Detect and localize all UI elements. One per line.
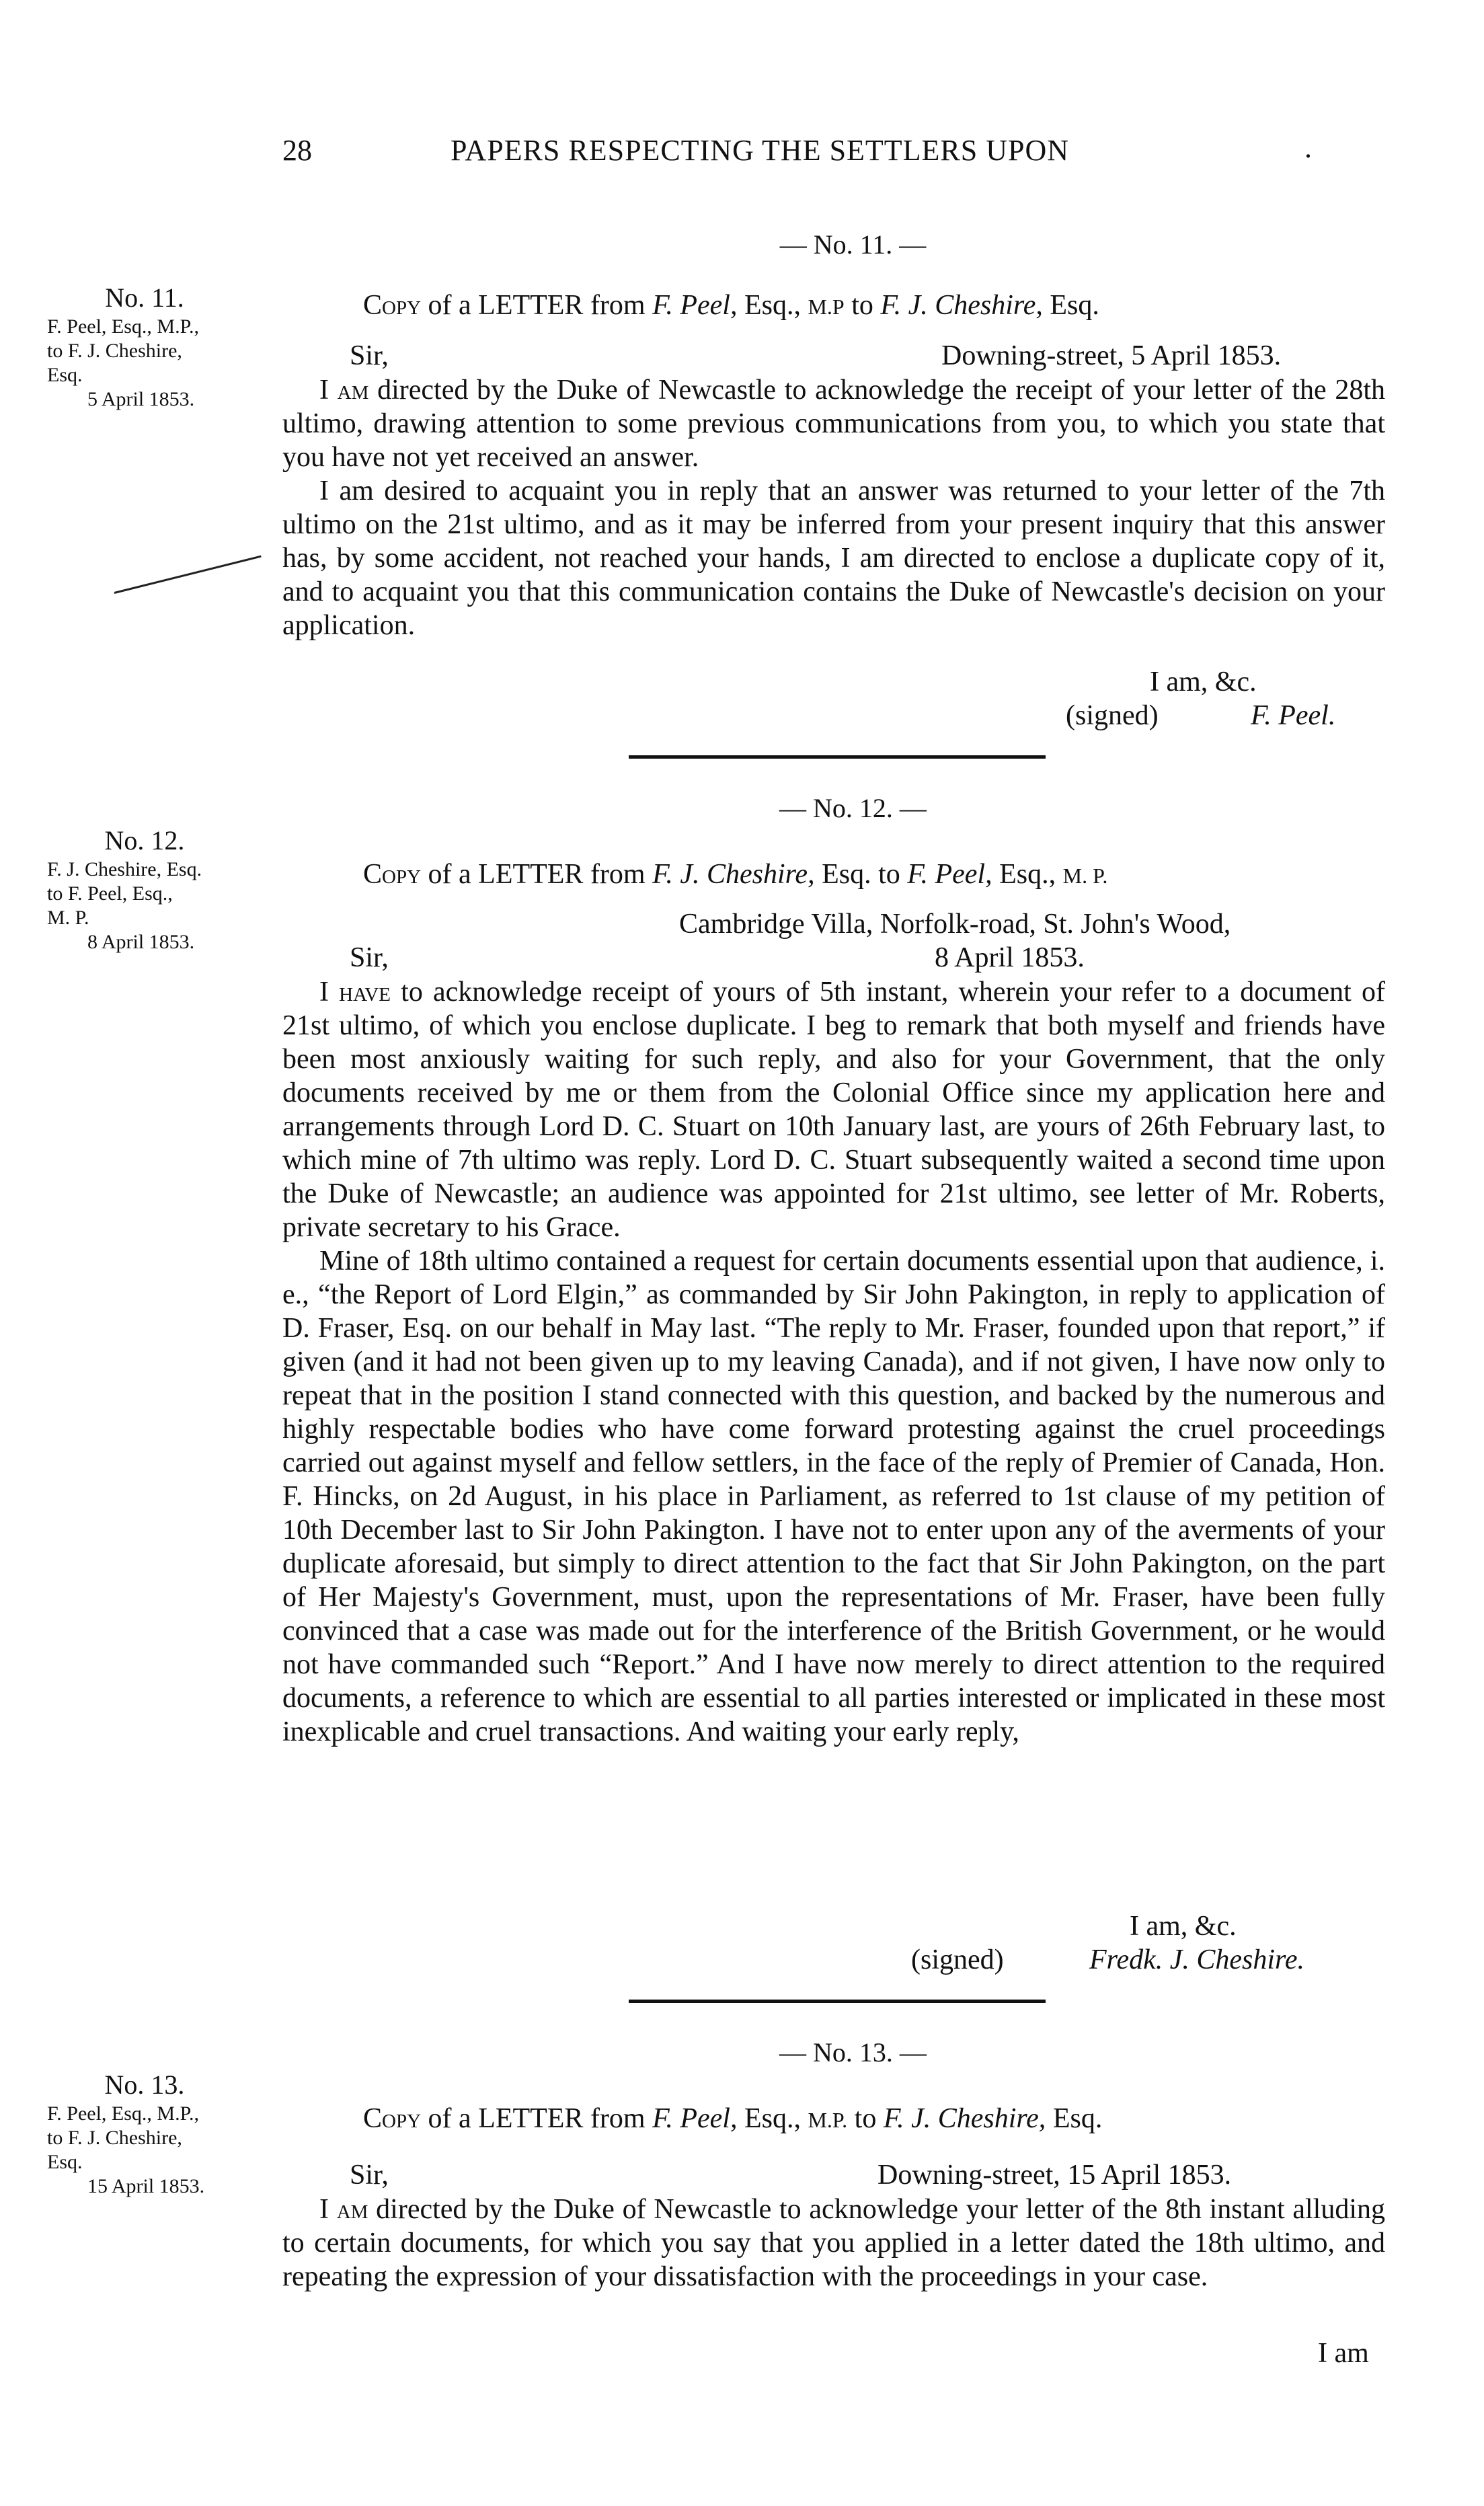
salutation: Sir, [350,2160,389,2191]
letter-heading: Copy of a LETTER from F. J. Cheshire, Esq. to F. Peel, Esq., M. P. [363,859,1108,890]
closing: I am, &c. [1130,1911,1237,1942]
margin-note-date: 8 April 1853. [87,931,195,953]
paragraph: I am directed by the Duke of Newcastle to acknowledge the receipt of your letter of the 28th ultimo, drawing attention to some previous communications from you, to which you state that you have not yet received an answer. [282,375,1385,473]
margin-pointer-line [114,556,262,594]
page-number: 28 [282,134,312,167]
paragraph: I have to acknowledge receipt of yours of 5th instant, wherein your refer to a document of 21st ultimo, of which you enclose duplicate. I beg to remark that both myself and friends have been most anxiously waiting for such reply, and also for your Government, that the only documents received by me or them from the Colonial Office since my application here and arrangements through Lord D. C. Stuart on 10th January last, are yours of 26th February last, to which mine of 7th ultimo was reply. Lord D. C. Stuart subsequently waited a second time upon the Duke of Newcastle; an audience was appointed for 21st ultimo, see letter of Mr. Roberts, private secretary to his Grace. [282,977,1385,1243]
catchword: I am [1318,2338,1369,2369]
margin-note-number: No. 13. [104,2070,185,2100]
margin-note-date: 15 April 1853. [87,2175,205,2197]
letter-address-date: Downing-street, 5 April 1853. [941,340,1282,371]
letter-heading: Copy of a LETTER from F. Peel, Esq., M.P to F. J. Cheshire, Esq. [363,290,1099,321]
signature: F. Peel. [1251,700,1336,731]
letter-heading: Copy of a LETTER from F. Peel, Esq., M.P. to F. J. Cheshire, Esq. [363,2103,1103,2134]
signed-label: (signed) [911,1944,1004,1975]
margin-note-line: M. P. [47,907,89,929]
section-number: — No. 12. — [779,793,927,823]
salutation: Sir, [350,942,389,973]
margin-note-line: to F. J. Cheshire, [47,340,182,362]
margin-note-date: 5 April 1853. [87,388,195,410]
margin-note-line: F. J. Cheshire, Esq. [47,858,202,880]
margin-note-line: to F. Peel, Esq., [47,882,173,905]
section-number: — No. 11. — [779,229,927,260]
paragraph: I am directed by the Duke of Newcastle to acknowledge your letter of the 8th instant alluding to certain documents, for which you say that you applied in a letter dated the 18th ultimo, and repeating the expression of your dissatisfaction with the proceedings in your case. [282,2194,1385,2292]
margin-note [47,824,289,954]
margin-note-line: to F. J. Cheshire, [47,2127,182,2149]
signed-label: (signed) [1066,700,1159,731]
letter-address-date: Downing-street, 15 April 1853. [877,2160,1232,2191]
margin-note-number: No. 11. [105,282,184,313]
paragraph: I am desired to acquaint you in reply that an answer was returned to your letter of the 7th ultimo on the 21st ultimo, and as it may be inferred from your present inquiry that this answer has, by some accident, not reached your hands, I am directed to enclose a duplicate copy of it, and to acquaint you that this communication contains the Duke of Newcastle's decision on your application. [282,476,1385,641]
margin-note-number: No. 12. [104,825,185,856]
running-head-dot: . [1304,131,1312,164]
letter-body [282,975,1385,1749]
margin-note-line: F. Peel, Esq., M.P., [47,2102,199,2125]
running-head [282,133,1331,180]
letter-body [282,373,1385,642]
letter-body [282,2193,1385,2293]
section-number: — No. 13. — [779,2037,927,2067]
margin-note-line: F. Peel, Esq., M.P., [47,315,199,338]
signature: Fredk. J. Cheshire. [1089,1944,1304,1975]
margin-note [47,2068,289,2199]
running-head-title: PAPERS RESPECTING THE SETTLERS UPON [451,134,1070,167]
section-divider [629,2000,1046,2003]
margin-note-line: Esq. [47,364,83,386]
letter-date: 8 April 1853. [935,942,1085,973]
margin-note-line: Esq. [47,2151,83,2173]
section-divider [629,755,1046,759]
margin-note [47,281,289,412]
salutation: Sir, [350,340,389,371]
closing: I am, &c. [1150,667,1257,697]
paragraph: Mine of 18th ultimo contained a request for certain documents essential upon that audience, i. e., “the Report of Lord Elgin,” as commanded by Sir John Pakington, in reply to application of D. Fraser, Esq. on our behalf in May last. “The reply to Mr. Fraser, founded upon that report,” if given (and it had not been given up to my leaving Canada), and if not given, I have now only to repeat that in the position I stand connected with this question, and backed by the numerous and highly respectable bodies who have come forward protesting against the cruel proceedings carried out against myself and fellow settlers, in the face of the reply of Premier of Canada, Hon. F. Hincks, on 2d August, in his place in Parliament, as referred to 1st clause of my petition of 10th December last to Sir John Pakington. I have not to enter upon any of the averments of your duplicate aforesaid, but simply to direct attention to the fact that Sir John Pakington, on the part of Her Majesty's Government, must, upon the representations of Mr. Fraser, have been fully convinced that a case was made out for the interference of the British Government, or he would not have commanded such “Report.” And I have now merely to direct attention to the required documents, a reference to which are essential to all parties interested or implicated in these most inexplicable and cruel transactions. And waiting your early reply, [282,1246,1385,1747]
letter-address: Cambridge Villa, Norfolk-road, St. John's Wood, [679,909,1231,940]
